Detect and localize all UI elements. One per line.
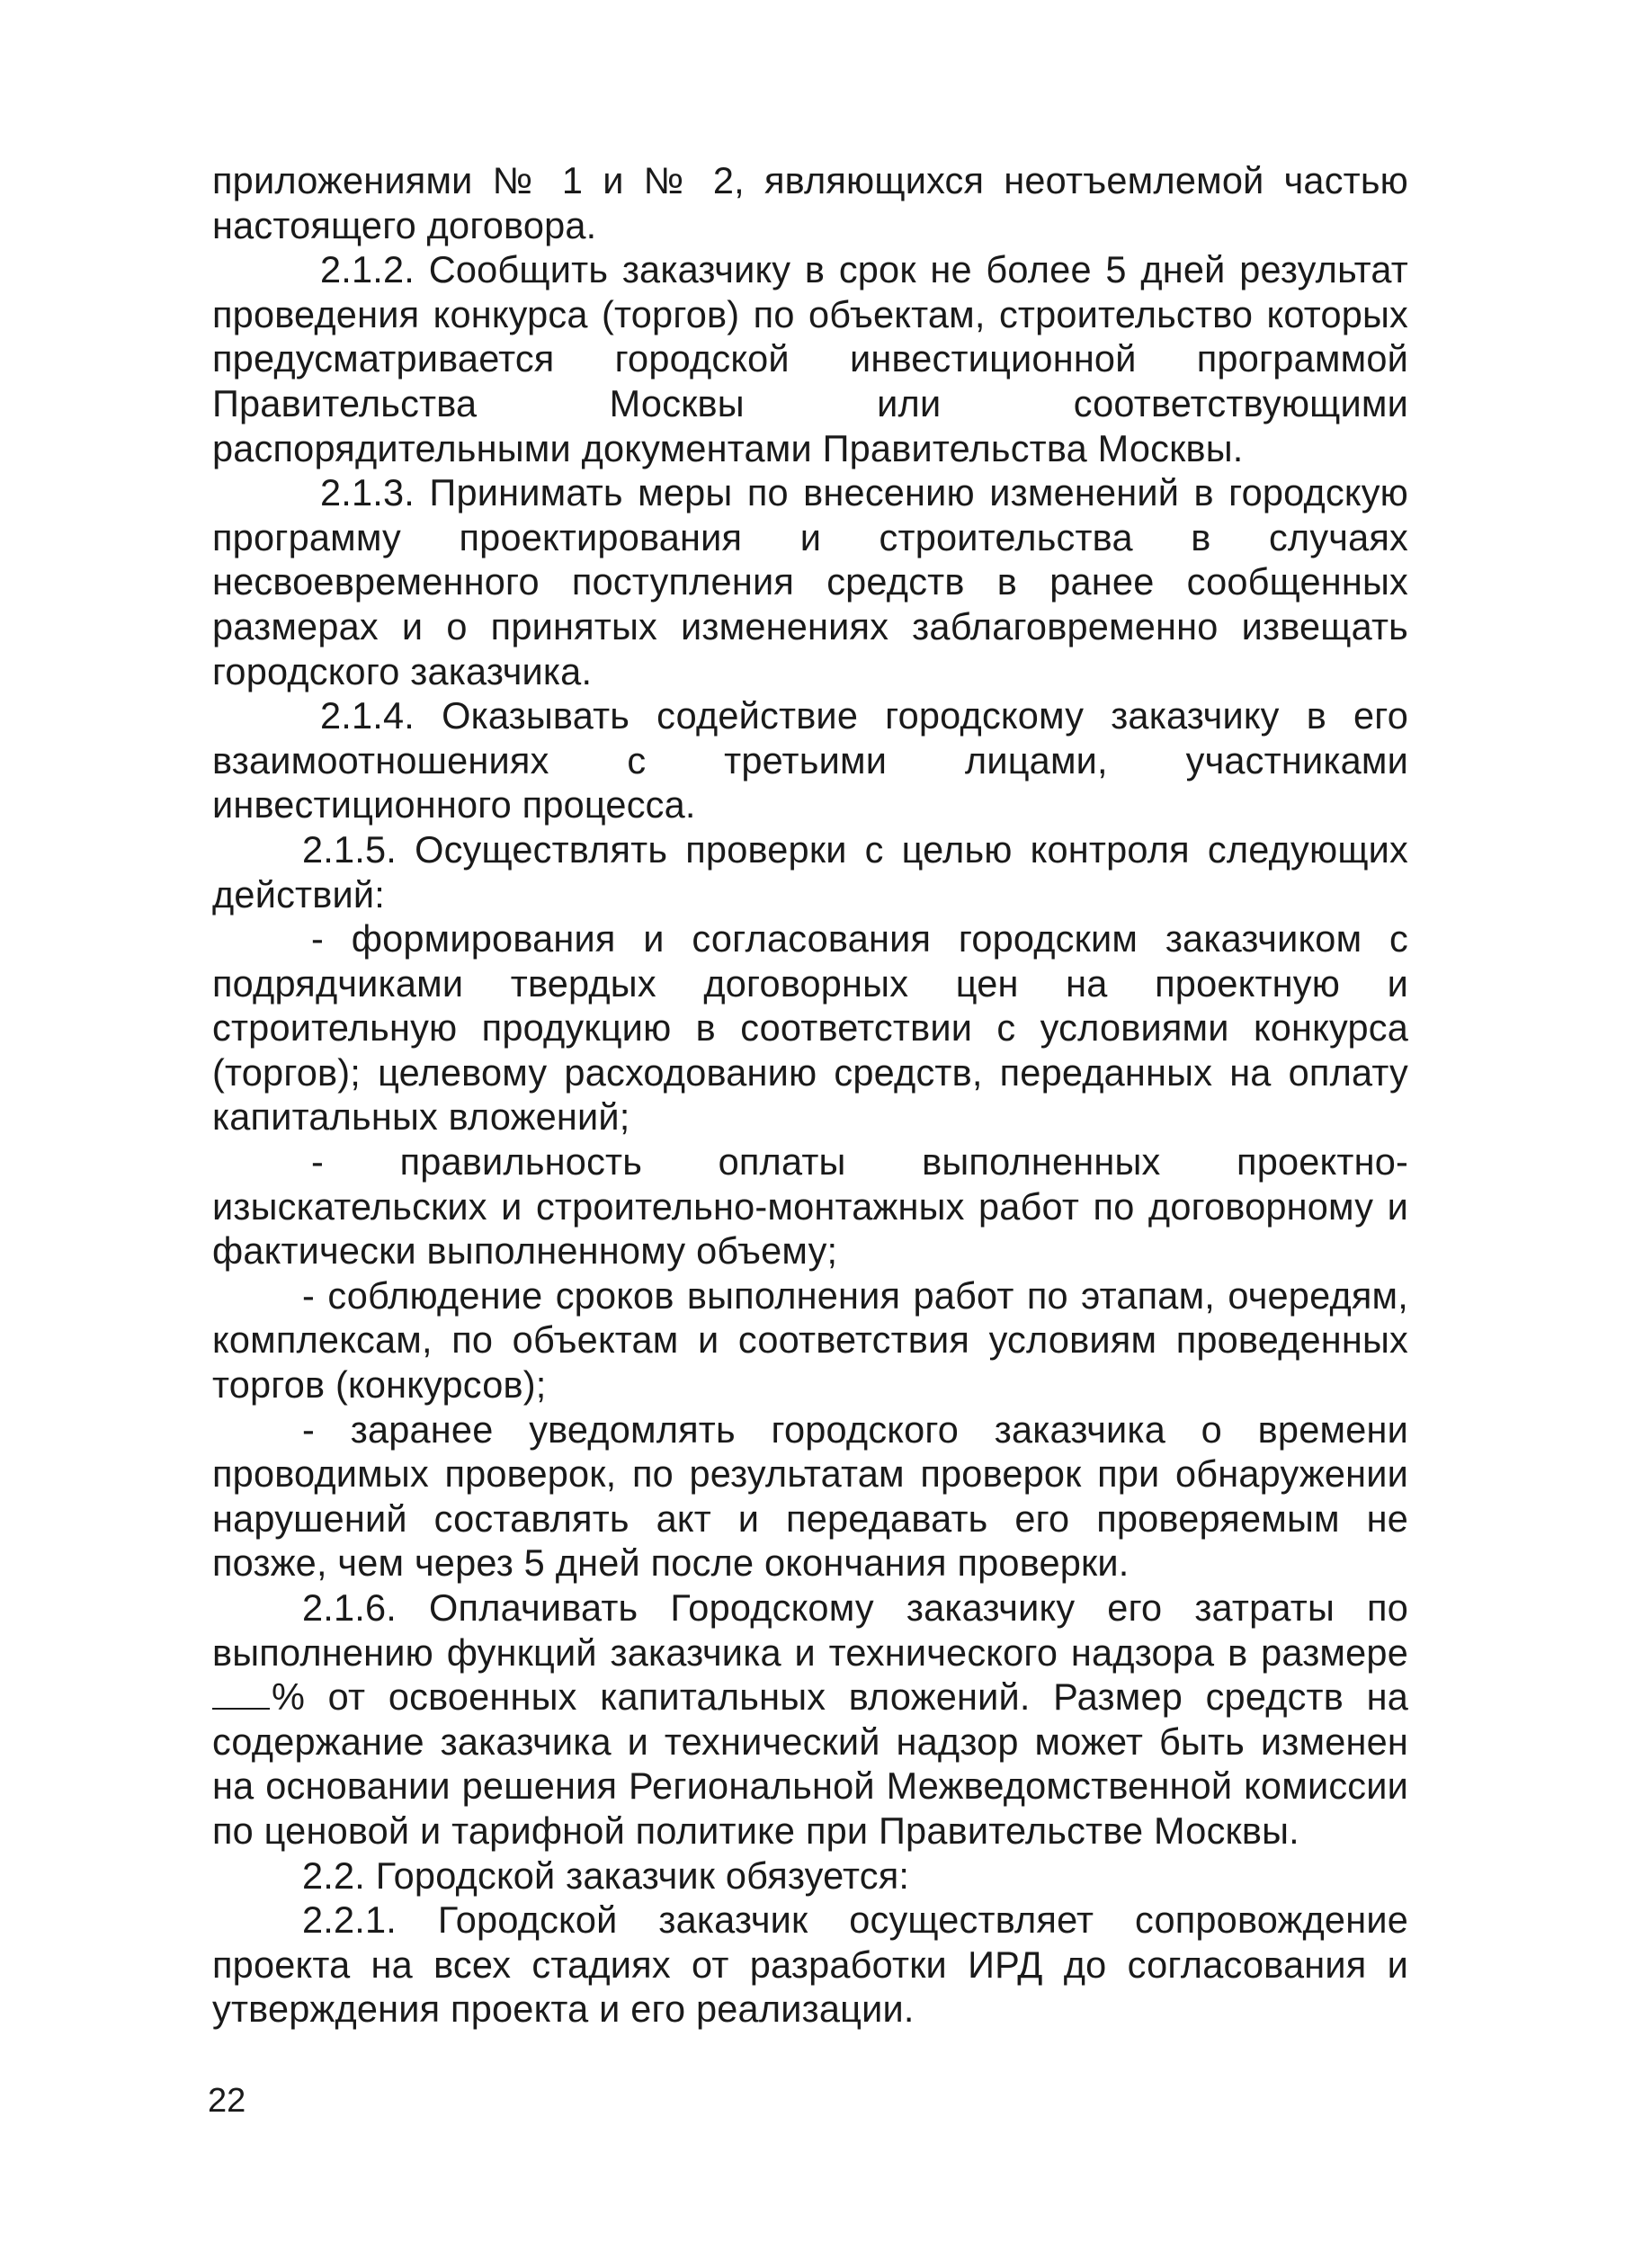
document-body (212, 158, 1408, 2032)
paragraph-2-1-6-end: % от освоенных капитальных вложений. Размер средств на содержание заказчика и технический надзор может быть изменен на основании решения Региональной Межведомственной комиссии по ценовой и тарифной политике при Правительстве Москвы. (212, 1675, 1408, 1852)
list-item-payment-correctness: - правильность оплаты выполненных проектно-изыскательских и строительно-монтажных работ по договорному и фактически выполненному объему; (212, 1140, 1408, 1273)
list-item-deadlines: - соблюдение сроков выполнения работ по этапам, очередям, комплексам, по объектам и соответствия условиям проведенных торгов (конкурсов); (212, 1273, 1408, 1407)
paragraph-2-1-3: 2.1.3. Принимать меры по внесению изменений в городскую программу проектирования и строительства в случаях несвоевременного поступления средств в ранее сообщенных размерах и о принятых изменениях заблаговременно извещать городского заказчика. (212, 471, 1408, 692)
paragraph-2-1-5: 2.1.5. Осуществлять проверки с целью контроля следующих действий: (212, 827, 1408, 916)
blank-line (212, 1677, 270, 1710)
paragraph-2-2-1: 2.2.1. Городской заказчик осуществляет сопровождение проекта на всех стадиях от разработки ИРД до согласования и утверждения проекта и его реализации. (212, 1898, 1408, 2031)
list-item-formation: - формирования и согласования городским заказчиком с подрядчиками твердых договорных цен на проектную и строительную продукцию в соответствии с условиями конкурса (торгов); целевому расходованию средств, переданных на оплату капитальных вложений; (212, 917, 1408, 1139)
paragraph-2-2: 2.2. Городской заказчик обязуется: (302, 1853, 910, 1897)
paragraph-2-1-4: 2.1.4. Оказывать содействие городскому заказчику в его взаимоотношениях с третьими лицами, участниками инвестиционного процесса. (212, 694, 1408, 826)
paragraph-2-1-6 (212, 1585, 1408, 1853)
paragraph-2-1-2: 2.1.2. Сообщить заказчику в срок не более 5 дней результат проведения конкурса (торгов) по объектам, строительство которых предусматривается городской инвестиционной программой Правительства Москвы или соответствующими распорядительными документами Правительства Москвы. (212, 248, 1408, 469)
page-number: 22 (208, 2082, 246, 2120)
list-item-notification: - заранее уведомлять городского заказчика о времени проводимых проверок, по результатам проверок при обнаружении нарушений составлять акт и передавать его проверяемым не позже, чем через 5 дней после окончания проверки. (212, 1407, 1408, 1585)
paragraph-2-1-6-start: 2.1.6. Оплачивать Городскому заказчику его затраты по выполнению функций заказчика и технического надзора в размере (212, 1586, 1408, 1674)
paragraph-continuation: приложениями № 1 и № 2, являющихся неотъемлемой частью настоящего договора. (212, 159, 1408, 246)
